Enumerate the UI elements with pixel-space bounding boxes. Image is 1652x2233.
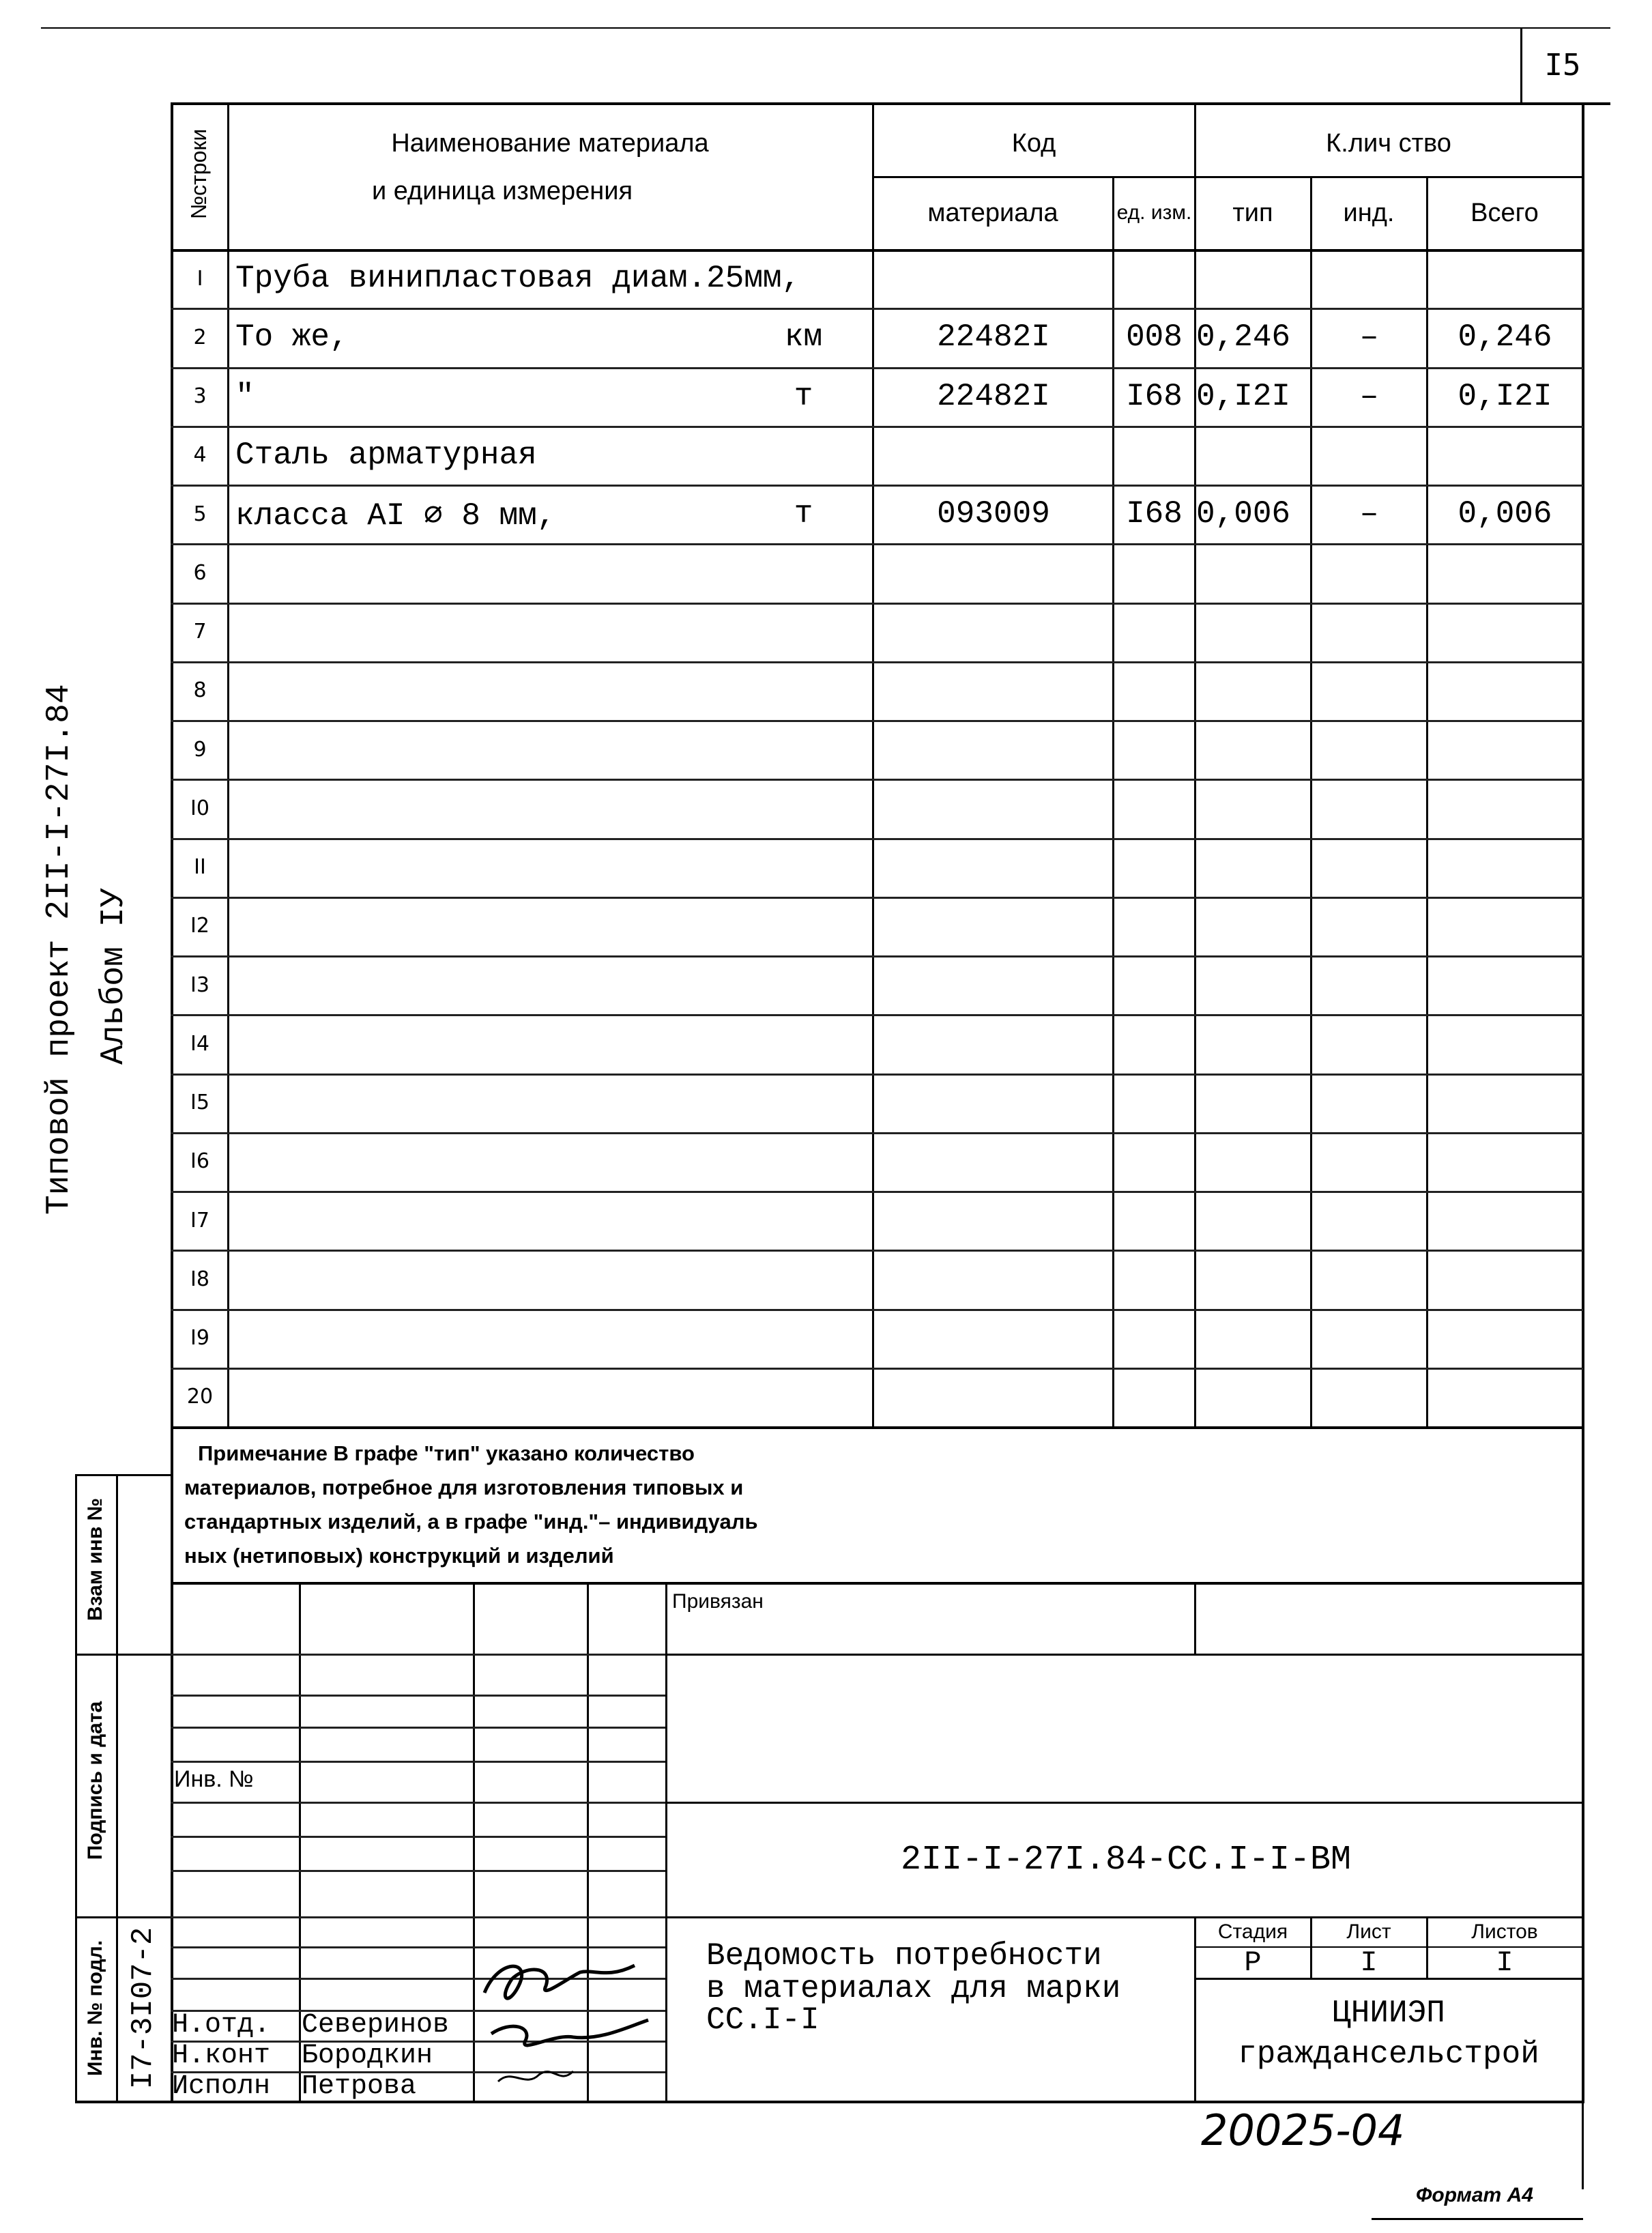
row-qty-type — [1196, 603, 1310, 661]
stamp-doc-code: 2II-I-27I.84-СС.I-I-ВМ — [900, 1840, 1352, 1879]
row-qty-total — [1428, 1074, 1582, 1132]
row-code — [875, 426, 1112, 485]
row-qty-ind — [1312, 1309, 1426, 1368]
row-unit-code — [1114, 603, 1194, 661]
stamp-code-top — [665, 1802, 1583, 1804]
row-unit — [737, 661, 870, 720]
row-qty-ind — [1312, 897, 1426, 955]
row-unit-code — [1114, 779, 1194, 837]
row-qty-type — [1196, 249, 1310, 308]
row-qty-ind — [1312, 1014, 1426, 1073]
row-unit: т — [794, 496, 813, 532]
row-number: 20 — [186, 1385, 214, 1409]
row-unit — [737, 1014, 870, 1073]
row-qty-total — [1428, 779, 1582, 837]
side-title-line2: Альбом IУ — [96, 887, 132, 1065]
stamp-role: Н.отд. — [172, 2010, 271, 2041]
stamp-grid-line — [171, 1654, 665, 1656]
header-code-group: Код — [1011, 128, 1056, 158]
side-title-line1: Типовой проект 2II-I-27I.84 — [41, 684, 78, 1215]
row-name: Сталь арматурная — [235, 437, 537, 473]
note-line1: Примечание В графе "тип" указано количество — [198, 1441, 695, 1465]
row-code — [875, 1368, 1112, 1426]
row-qty-type — [1196, 779, 1310, 837]
row-qty-type — [1196, 1014, 1310, 1073]
row-qty-total — [1428, 1309, 1582, 1368]
row-unit-code — [1114, 838, 1194, 897]
row-number: I9 — [190, 1326, 209, 1351]
row-qty-type — [1196, 897, 1310, 955]
row-number: I2 — [190, 914, 209, 938]
row-number: 6 — [193, 560, 207, 585]
row-number: I7 — [190, 1208, 209, 1233]
row-name: " — [235, 378, 255, 414]
row-qty-type: 0,246 — [1196, 319, 1291, 356]
row-code — [875, 955, 1112, 1014]
row-unit — [737, 426, 870, 485]
row-code: 093009 — [937, 496, 1050, 532]
margin-podpis: Подпись и дата — [84, 1701, 106, 1860]
margin-inv-podl: Инв. № подл. — [84, 1940, 106, 2077]
row-number: I — [197, 266, 203, 291]
row-unit-code — [1114, 1014, 1194, 1073]
row-qty-total: 0,246 — [1458, 319, 1552, 356]
row-qty-total — [1428, 1191, 1582, 1250]
stamp-title-line1: Ведомость потребности — [706, 1938, 1102, 1974]
row-qty-type — [1196, 543, 1310, 602]
row-unit — [737, 1132, 870, 1191]
header-name-line1: Наименование материала — [391, 128, 709, 158]
note-line3: стандартных изделий, а в графе "инд."– индивидуаль — [184, 1510, 758, 1533]
format-underline — [1372, 2218, 1583, 2220]
row-unit — [737, 955, 870, 1014]
row-qty-ind — [1312, 1132, 1426, 1191]
row-unit — [737, 1074, 870, 1132]
row-unit — [737, 1368, 870, 1426]
stamp-sheet-label: Лист — [1346, 1920, 1391, 1943]
row-unit — [737, 543, 870, 602]
row-unit: т — [794, 378, 813, 414]
row-qty-ind — [1312, 1191, 1426, 1250]
row-qty-type — [1196, 426, 1310, 485]
stamp-sheets: I — [1496, 1946, 1513, 1979]
row-qty-ind — [1312, 661, 1426, 720]
row-qty-total — [1428, 1368, 1582, 1426]
frame-right-tail — [1582, 2101, 1584, 2189]
stamp-sheet: I — [1360, 1946, 1378, 1979]
row-qty-ind — [1312, 426, 1426, 485]
stamp-stage-label: Стадия — [1217, 1920, 1288, 1943]
row-unit — [737, 1250, 870, 1308]
row-qty-total — [1428, 720, 1582, 779]
row-code — [875, 1132, 1112, 1191]
row-code — [875, 1309, 1112, 1368]
row-qty-type: 0,006 — [1196, 496, 1291, 532]
signatures-image — [471, 1952, 676, 2102]
header-code-material: материала — [927, 198, 1058, 227]
row-unit — [737, 720, 870, 779]
row-unit-code — [1114, 1074, 1194, 1132]
row-code — [875, 1014, 1112, 1073]
row-number: I3 — [190, 973, 209, 997]
row-number: I0 — [190, 796, 209, 820]
row-code — [875, 1250, 1112, 1308]
row-number: 2 — [193, 325, 207, 349]
row-number: II — [194, 855, 206, 880]
stamp-grid-v1 — [299, 1582, 301, 2102]
row-qty-ind — [1312, 543, 1426, 602]
row-unit-code — [1114, 426, 1194, 485]
row-qty-ind — [1312, 838, 1426, 897]
note-line4: ных (нетиповых) конструкций и изделий — [184, 1544, 614, 1568]
row-number: 9 — [193, 737, 207, 762]
row-qty-ind — [1312, 720, 1426, 779]
row-unit — [737, 603, 870, 661]
row-unit — [737, 1309, 870, 1368]
row-unit-code — [1114, 897, 1194, 955]
row-qty-total — [1428, 249, 1582, 308]
format-label: Формат А4 — [1416, 2184, 1533, 2206]
row-qty-total: 0,I2I — [1458, 378, 1552, 414]
frame-top — [171, 102, 1610, 105]
row-qty-ind — [1312, 1368, 1426, 1426]
stamp-person-name: Петрова — [302, 2071, 417, 2102]
note-line2: материалов, потребное для изготовления типовых и — [184, 1475, 744, 1499]
top-rule — [41, 27, 1610, 29]
row-unit-code — [1114, 543, 1194, 602]
stamp-grid-line — [171, 1836, 665, 1838]
row-qty-total — [1428, 1014, 1582, 1073]
row-unit-code — [1114, 1368, 1194, 1426]
row-number: I8 — [190, 1267, 209, 1291]
row-number: 7 — [193, 620, 207, 644]
row-qty-total — [1428, 426, 1582, 485]
row-qty-type — [1196, 720, 1310, 779]
row-unit-code — [1114, 720, 1194, 779]
row-unit-code — [1114, 1309, 1194, 1368]
stamp-grid-line — [171, 1946, 665, 1948]
row-qty-ind — [1312, 955, 1426, 1014]
row-qty-total — [1428, 661, 1582, 720]
stamp-privyazan: Привязан — [672, 1590, 764, 1613]
row-code — [875, 779, 1112, 837]
row-name: То же, — [235, 319, 349, 356]
row-name: Труба винипластовая диам.25мм, — [235, 261, 801, 297]
row-unit — [737, 249, 870, 308]
col-line-name — [872, 102, 874, 1426]
header-code-unit: ед. изм. — [1116, 201, 1192, 224]
row-unit-code: I68 — [1126, 378, 1183, 414]
row-unit — [737, 1191, 870, 1250]
row-qty-total — [1428, 603, 1582, 661]
row-unit — [737, 897, 870, 955]
stamp-grid-line — [171, 1870, 665, 1872]
row-code — [875, 661, 1112, 720]
stamp-role: Исполн — [172, 2071, 271, 2102]
row-code — [875, 838, 1112, 897]
row-unit — [737, 838, 870, 897]
header-name-line2: и единица измерения — [371, 176, 633, 205]
row-qty-type — [1196, 1250, 1310, 1308]
row-qty-type — [1196, 661, 1310, 720]
margin-inv-podl-value: I7-3I07-2 — [126, 1927, 160, 2090]
row-qty-type — [1196, 1074, 1310, 1132]
stamp-person-name: Бородкин — [302, 2041, 433, 2071]
row-qty-ind — [1312, 603, 1426, 661]
margin-left-outer — [75, 1474, 77, 2102]
row-unit-code — [1114, 1191, 1194, 1250]
row-qty-total: 0,006 — [1458, 496, 1552, 532]
stamp-grid-line — [171, 1916, 665, 1918]
row-qty-total — [1428, 955, 1582, 1014]
stamp-grid-line — [171, 1761, 665, 1763]
row-code — [875, 249, 1112, 308]
margin-vzam: Взам инв № — [84, 1497, 106, 1622]
row-unit-code — [1114, 955, 1194, 1014]
row-qty-type: 0,I2I — [1196, 378, 1291, 414]
row-qty-total — [1428, 1132, 1582, 1191]
row-code — [875, 720, 1112, 779]
header-qty-type: тип — [1232, 198, 1273, 227]
row-qty-ind — [1312, 249, 1426, 308]
row-code — [875, 1191, 1112, 1250]
row-qty-type — [1196, 955, 1310, 1014]
stamp-title-line3: СС.I-I — [706, 2002, 820, 2038]
row-qty-ind: – — [1359, 496, 1379, 532]
header-split-line — [872, 176, 1582, 178]
row-qty-ind: – — [1359, 378, 1379, 414]
row-name: класса AI ∅ 8 мм, — [235, 498, 556, 534]
bottom-number: 20025-04 — [1201, 2105, 1405, 2155]
header-qty-group: К.лич ство — [1326, 128, 1451, 158]
row-qty-type — [1196, 1368, 1310, 1426]
row-qty-ind — [1312, 1074, 1426, 1132]
row-unit-code — [1114, 1132, 1194, 1191]
stamp-sheets-label: Листов — [1471, 1920, 1538, 1943]
row-code: 22482I — [937, 378, 1050, 414]
row-unit — [737, 779, 870, 837]
row-number: 8 — [193, 678, 207, 703]
row-qty-ind: – — [1359, 319, 1379, 356]
row-qty-type — [1196, 1191, 1310, 1250]
row-qty-total — [1428, 897, 1582, 955]
stamp-inv-no: Инв. № — [174, 1766, 258, 1793]
row-qty-type — [1196, 1132, 1310, 1191]
stamp-grid-line — [171, 1727, 665, 1729]
row-number: 5 — [193, 502, 207, 526]
stamp-top-line — [171, 1582, 1583, 1585]
stamp-title-line2: в материалах для марки — [706, 1971, 1121, 2006]
header-qty-ind: инд. — [1343, 198, 1395, 227]
stamp-grid-line — [171, 1802, 665, 1804]
stamp-stage: Р — [1244, 1946, 1262, 1979]
row-qty-type — [1196, 838, 1310, 897]
stamp-person-name: Северинов — [302, 2010, 450, 2041]
page-number: I5 — [1544, 47, 1581, 83]
row-number: I6 — [190, 1149, 209, 1174]
stamp-role: Н.конт — [172, 2041, 271, 2071]
header-row-no: №строки — [186, 128, 211, 220]
row-unit-code — [1114, 249, 1194, 308]
stamp-grid-line — [171, 1695, 665, 1697]
row-qty-ind — [1312, 779, 1426, 837]
row-code: 22482I — [937, 319, 1050, 356]
note-top-line — [171, 1426, 1583, 1429]
row-qty-total — [1428, 1250, 1582, 1308]
row-qty-total — [1428, 543, 1582, 602]
stamp-privyazan-bottom — [665, 1654, 1583, 1656]
row-qty-ind — [1312, 1250, 1426, 1308]
row-qty-type — [1196, 1309, 1310, 1368]
row-unit: км — [784, 319, 823, 356]
row-number: I4 — [190, 1031, 209, 1056]
row-number: 3 — [193, 384, 207, 409]
header-qty-total: Всего — [1470, 198, 1539, 227]
row-unit-code: 008 — [1126, 319, 1183, 356]
row-unit-code — [1114, 1250, 1194, 1308]
col-line-num — [227, 102, 229, 1426]
stamp-org-line2: граждансельстрой — [1238, 2036, 1539, 2072]
row-code — [875, 543, 1112, 602]
row-unit-code: I68 — [1126, 496, 1183, 532]
stamp-privyazan-right — [1194, 1582, 1196, 1654]
row-qty-total — [1428, 838, 1582, 897]
stamp-org-line1: ЦНИИЭП — [1332, 1996, 1445, 2031]
row-code — [875, 1074, 1112, 1132]
row-code — [875, 603, 1112, 661]
row-number: 4 — [193, 443, 207, 467]
row-code — [875, 897, 1112, 955]
row-number: I5 — [190, 1091, 209, 1115]
row-unit-code — [1114, 661, 1194, 720]
